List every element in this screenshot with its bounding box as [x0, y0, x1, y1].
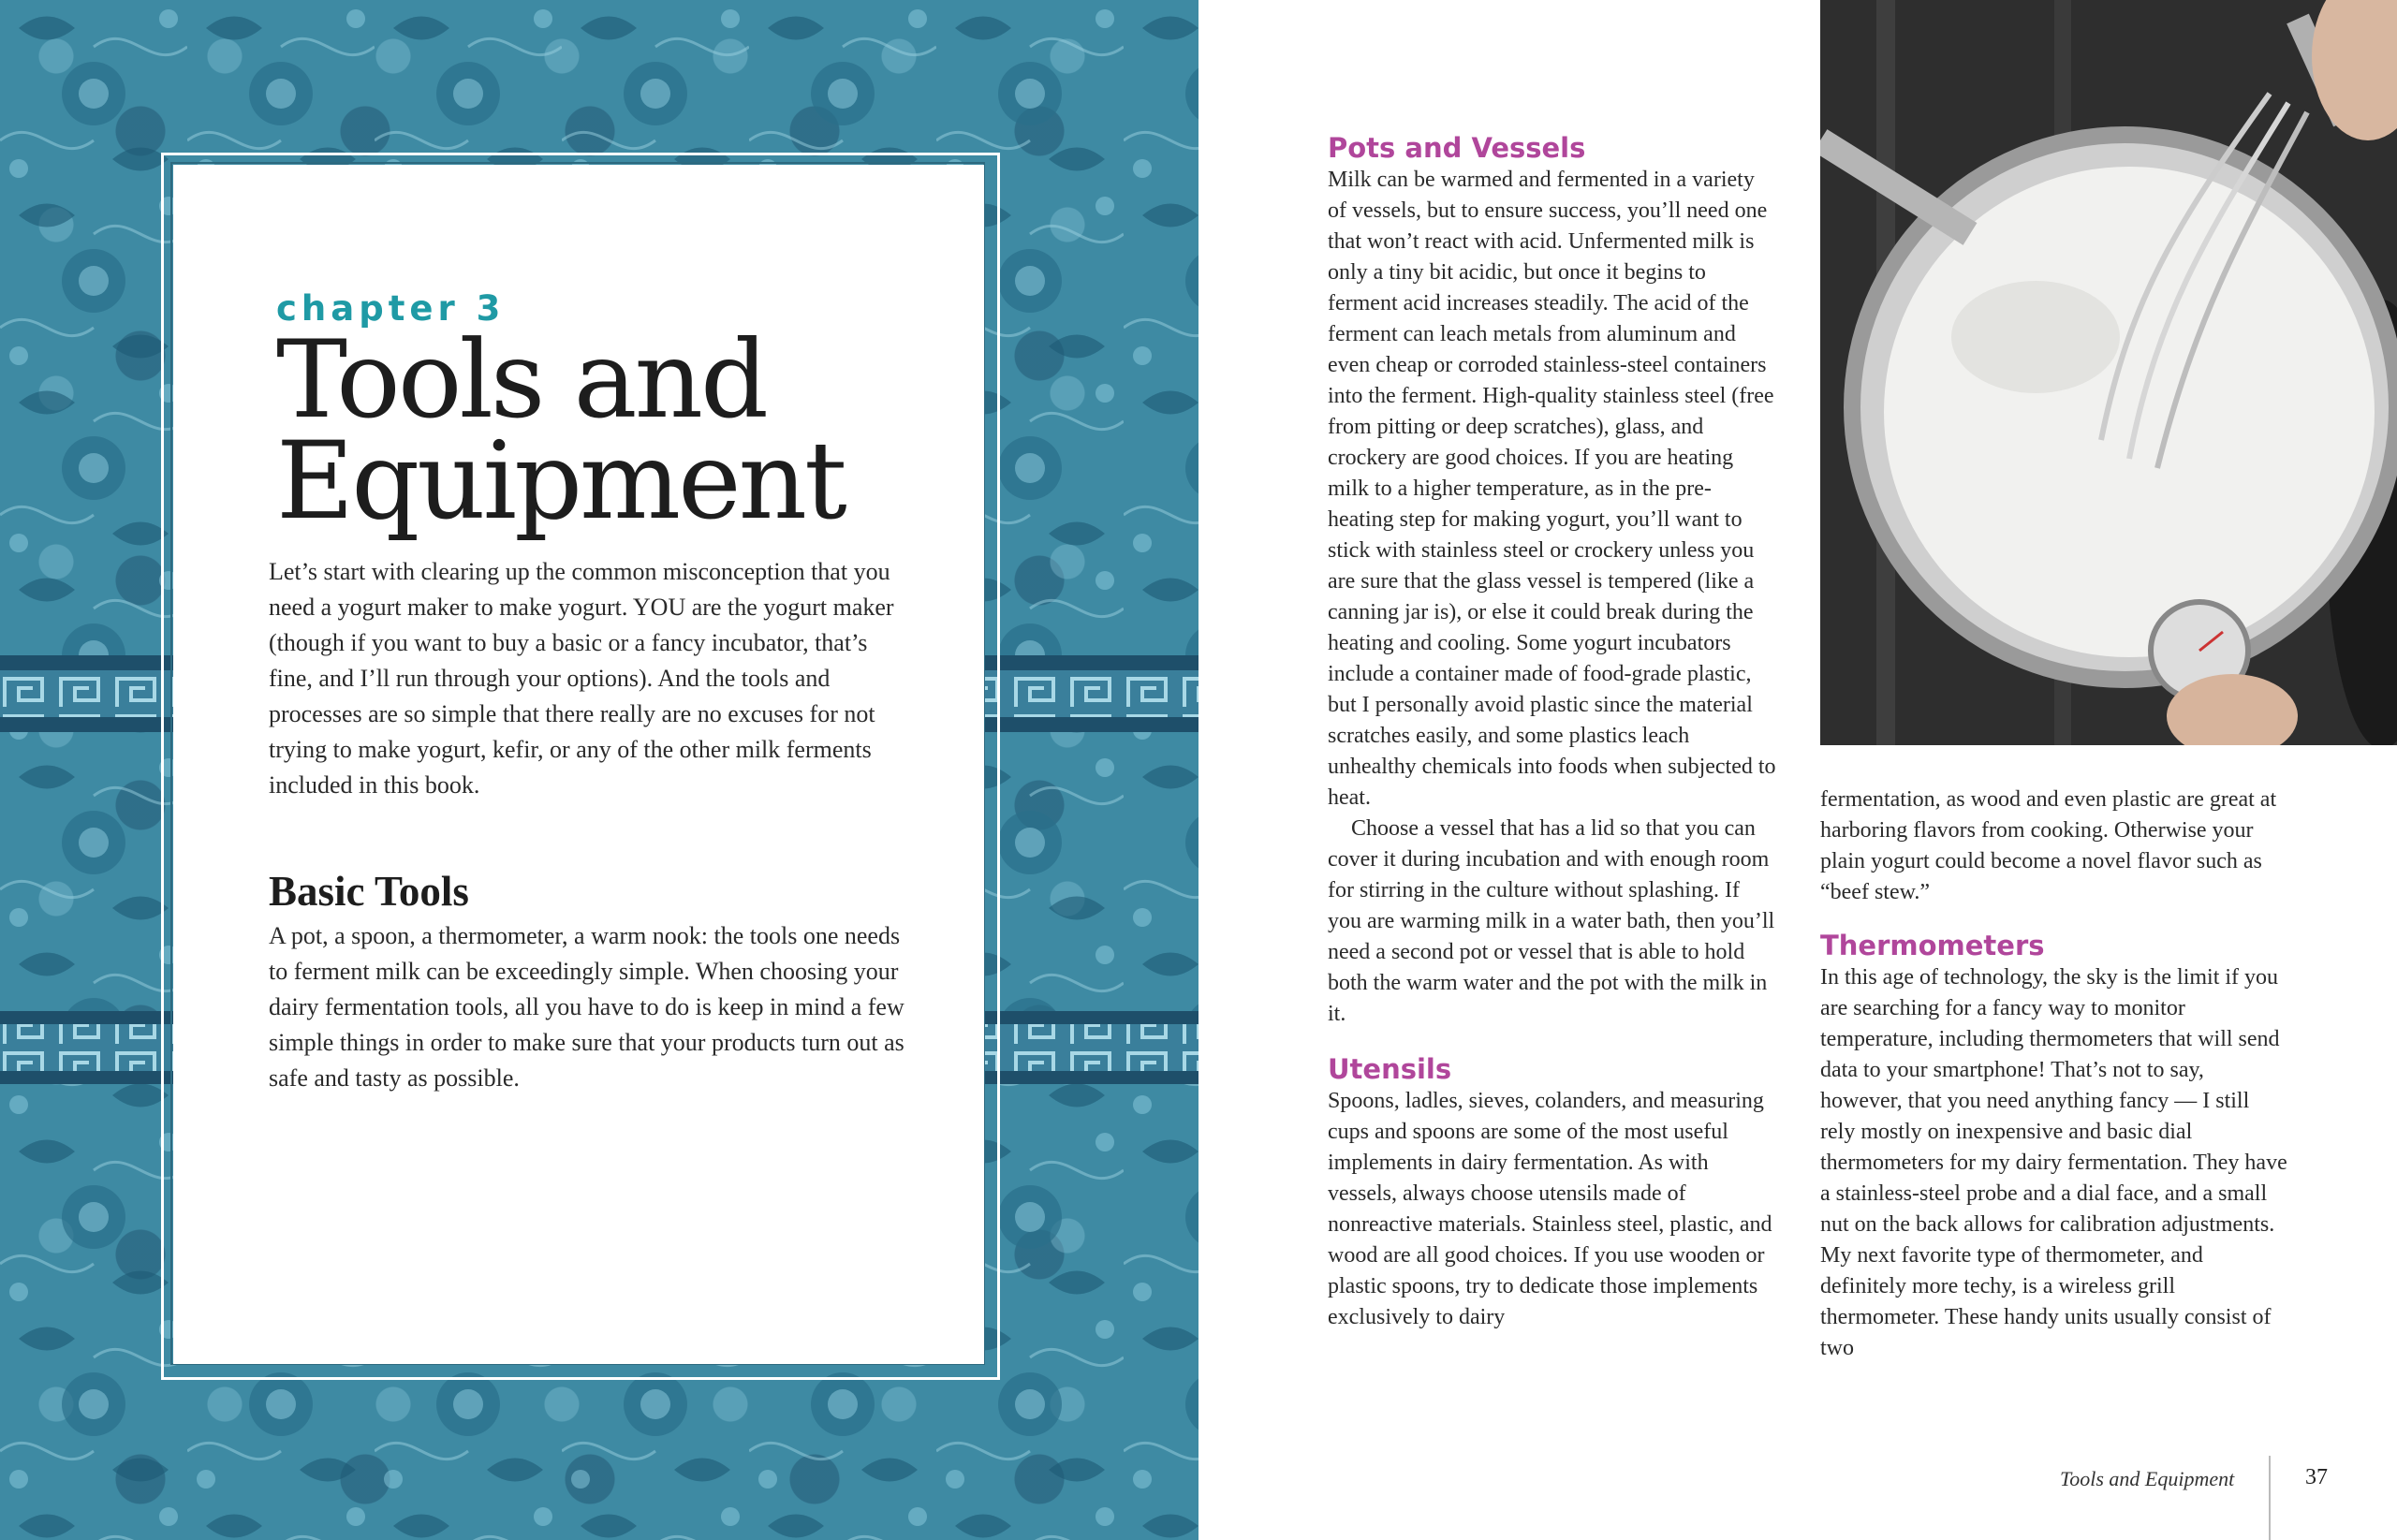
- intro-paragraph: Let’s start with clearing up the common misconception that you need a yogurt maker to make yogurt. YOU are the yogurt maker (though if you want to buy a basic or a fancy incubator, that’s fine, and I’ll run through your options). And the tools and processes are so simple that there really are no excuses for not trying to make yogurt, kefir, or any of the other milk ferments included in this book.: [269, 558, 894, 799]
- pots-vessels-heading: Pots and Vessels: [1328, 132, 1586, 164]
- page-number: 37: [2305, 1465, 2328, 1489]
- utensils-paragraph: Spoons, ladles, sieves, colanders, and measuring cups and spoons are some of the most useful implements in dairy fermentation. As with vessels, always choose utensils made of nonreactive materials. Stainless steel, plastic, and wood are all good choices. If you use wooden or plastic spoons, try to dedicate those implements exclusively to dairy: [1328, 1089, 1772, 1329]
- thermometers-paragraph: In this age of technology, the sky is the limit if you are searching for a fancy way to monitor temperature, including thermometers that will send data to your smartphone! That’s not to say, however, that you need anything fancy — I still rely mostly on inexpensive and basic dial thermometers for my dairy fermentation. They have a stainless-steel probe and a dial face, and a small nut on the back allows for calibration adjustments. My next favorite type of thermometer, and definitely more techy, is a wireless grill thermometer. These handy units usually consist of two: [1820, 965, 2287, 1360]
- pots-vessels-paragraph-1: Milk can be warmed and fermented in a variety of vessels, but to ensure success, you’ll need one that won’t react with acid. Unfermented milk is only a tiny bit acidic, but once it begins to ferment acid increases steadily. The acid of the ferment can leach metals from aluminum and even cheap or corroded stainless-steel containers into the ferment. High-quality stainless steel (free from pitting or deep scratches), glass, and crockery are good choices. If you are heating milk to a higher temperature, as in the pre-heating step for making yogurt, you’ll want to stick with stainless steel or crockery unless you are sure that the glass vessel is tempered (like a canning jar is), or else it could break during the heating and cooling. Some yogurt incubators include a container made of food-grade plastic, but I personally avoid plastic since the material scratches easily, and some plastics leach unhealthy chemicals into foods when subjected to heat.: [1328, 168, 1776, 810]
- chapter-title-line-1: Tools and: [276, 317, 767, 442]
- chapter-title-line-2: Equipment: [276, 418, 845, 543]
- utensils-continued-paragraph: fermentation, as wood and even plastic are great at harboring flavors from cooking. Otherwise your plain yogurt could become a novel flavor such as “beef stew.”: [1820, 787, 2277, 904]
- running-footer-title: Tools and Equipment: [2060, 1467, 2235, 1490]
- pot-of-milk-illustration: [1820, 0, 2397, 745]
- basic-tools-heading: Basic Tools: [269, 868, 469, 915]
- whisking-milk-photo: [1820, 0, 2397, 745]
- pots-vessels-paragraph-2: Choose a vessel that has a lid so that you can cover it during incubation and with enough room for stirring in the culture without splashing. If you are warming milk in a water bath, then you’ll need a second pot or vessel that is able to hold both the warm water and the pot with the milk in it.: [1328, 816, 1775, 1026]
- text-column-1: [1328, 131, 1777, 1333]
- chapter-label: chapter 3: [276, 288, 506, 329]
- footer-divider: [2269, 1456, 2271, 1540]
- text-column-2: [1820, 785, 2288, 1364]
- thermometers-heading: Thermometers: [1820, 930, 2045, 961]
- chapter-title: [276, 317, 932, 543]
- utensils-heading: Utensils: [1328, 1053, 1452, 1085]
- basic-tools-paragraph: A pot, a spoon, a thermometer, a warm nook: the tools one needs to ferment milk can be exceedingly simple. When choosing your dairy fermentation tools, all you have to do is keep in mind a few simple things in order to make sure that your products turn out as safe and tasty as possible.: [269, 922, 904, 1092]
